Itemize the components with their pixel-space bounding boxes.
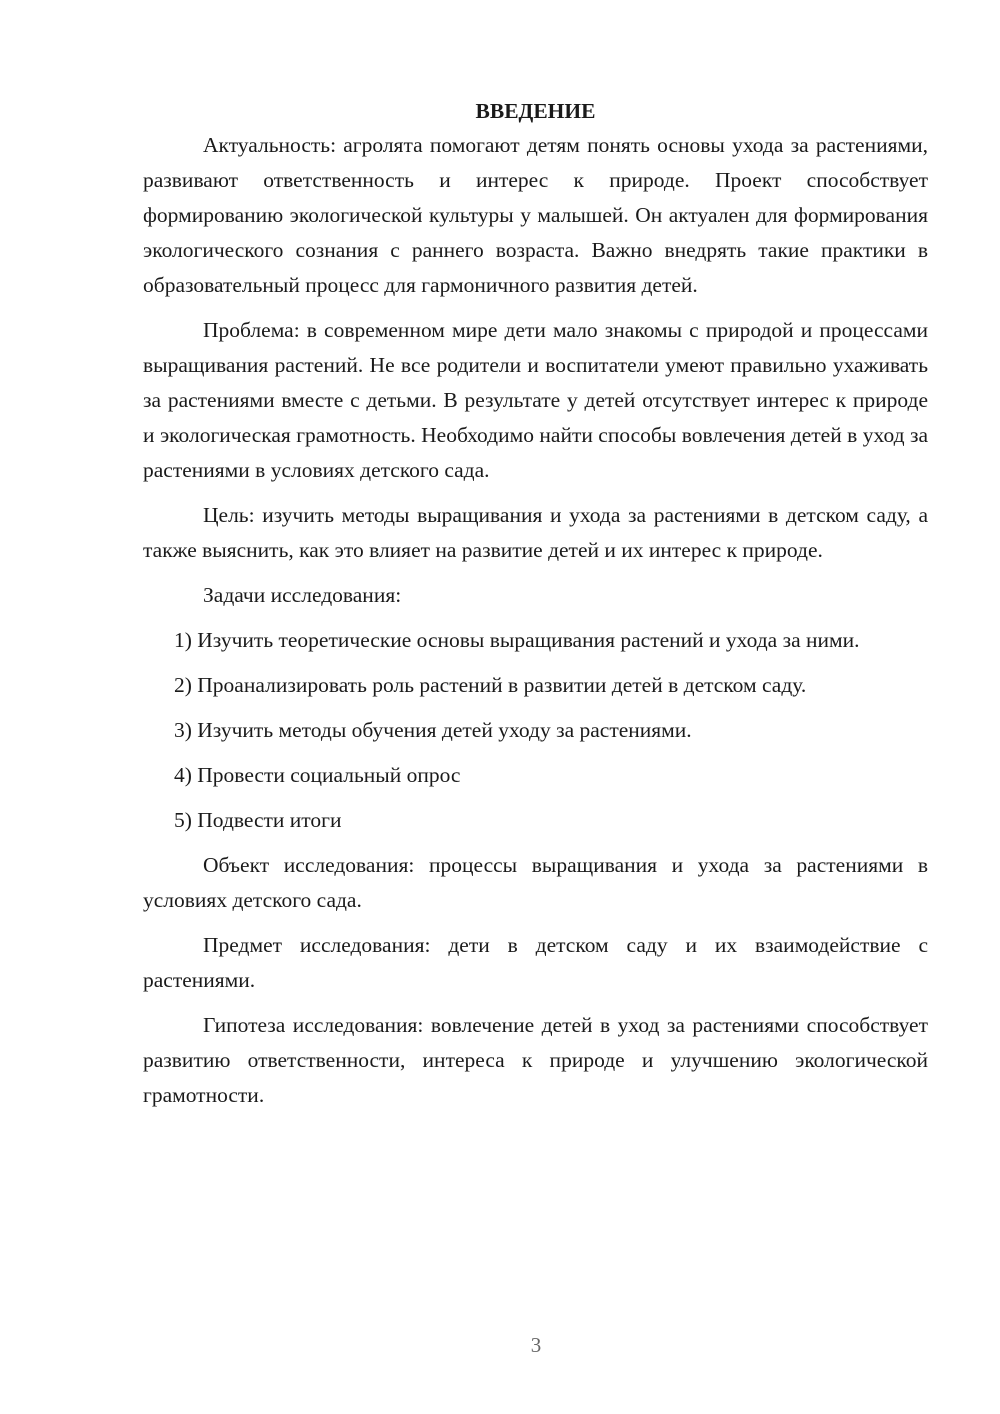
page-number: 3 <box>530 1333 542 1357</box>
task-item-4: 4) Провести социальный опрос <box>174 763 461 787</box>
hypothesis-paragraph: Гипотеза исследования: вовлечение детей в уход за растениями способствует развитию ответственности, интереса к природе и улучшению экологической грамотности. <box>143 1013 928 1107</box>
goal-paragraph: Цель: изучить методы выращивания и ухода за растениями в детском саду, а также выяснить, как это влияет на развитие детей и их интерес к природе. <box>143 503 928 562</box>
task-item-3: 3) Изучить методы обучения детей уходу за растениями. <box>174 718 692 742</box>
document-body <box>143 94 928 1123</box>
task-item-1: 1) Изучить теоретические основы выращивания растений и ухода за ними. <box>174 628 860 652</box>
object-paragraph: Объект исследования: процессы выращивания и ухода за растениями в условиях детского сада. <box>143 853 928 912</box>
page-title: ВВЕДЕНИЕ <box>475 99 596 123</box>
relevance-paragraph: Актуальность: агролята помогают детям понять основы ухода за растениями, развивают ответственность и интерес к природе. Проект способствует формированию экологической культуры у малышей. Он актуален для формирования экологического сознания с раннего возраста. Важно внедрять такие практики в образовательный процесс для гармоничного развития детей. <box>143 133 928 297</box>
task-item-2: 2) Проанализировать роль растений в развитии детей в детском саду. <box>174 673 807 697</box>
problem-paragraph: Проблема: в современном мире дети мало знакомы с природой и процессами выращивания растений. Не все родители и воспитатели умеют правильно ухаживать за растениями вместе с детьми. В результате у детей отсутствует интерес к природе и экологическая грамотность. Необходимо найти способы вовлечения детей в уход за растениями в условиях детского сада. <box>143 318 928 482</box>
task-item-5: 5) Подвести итоги <box>174 808 342 832</box>
subject-paragraph: Предмет исследования: дети в детском саду и их взаимодействие с растениями. <box>143 933 928 992</box>
tasks-heading: Задачи исследования: <box>203 583 402 607</box>
